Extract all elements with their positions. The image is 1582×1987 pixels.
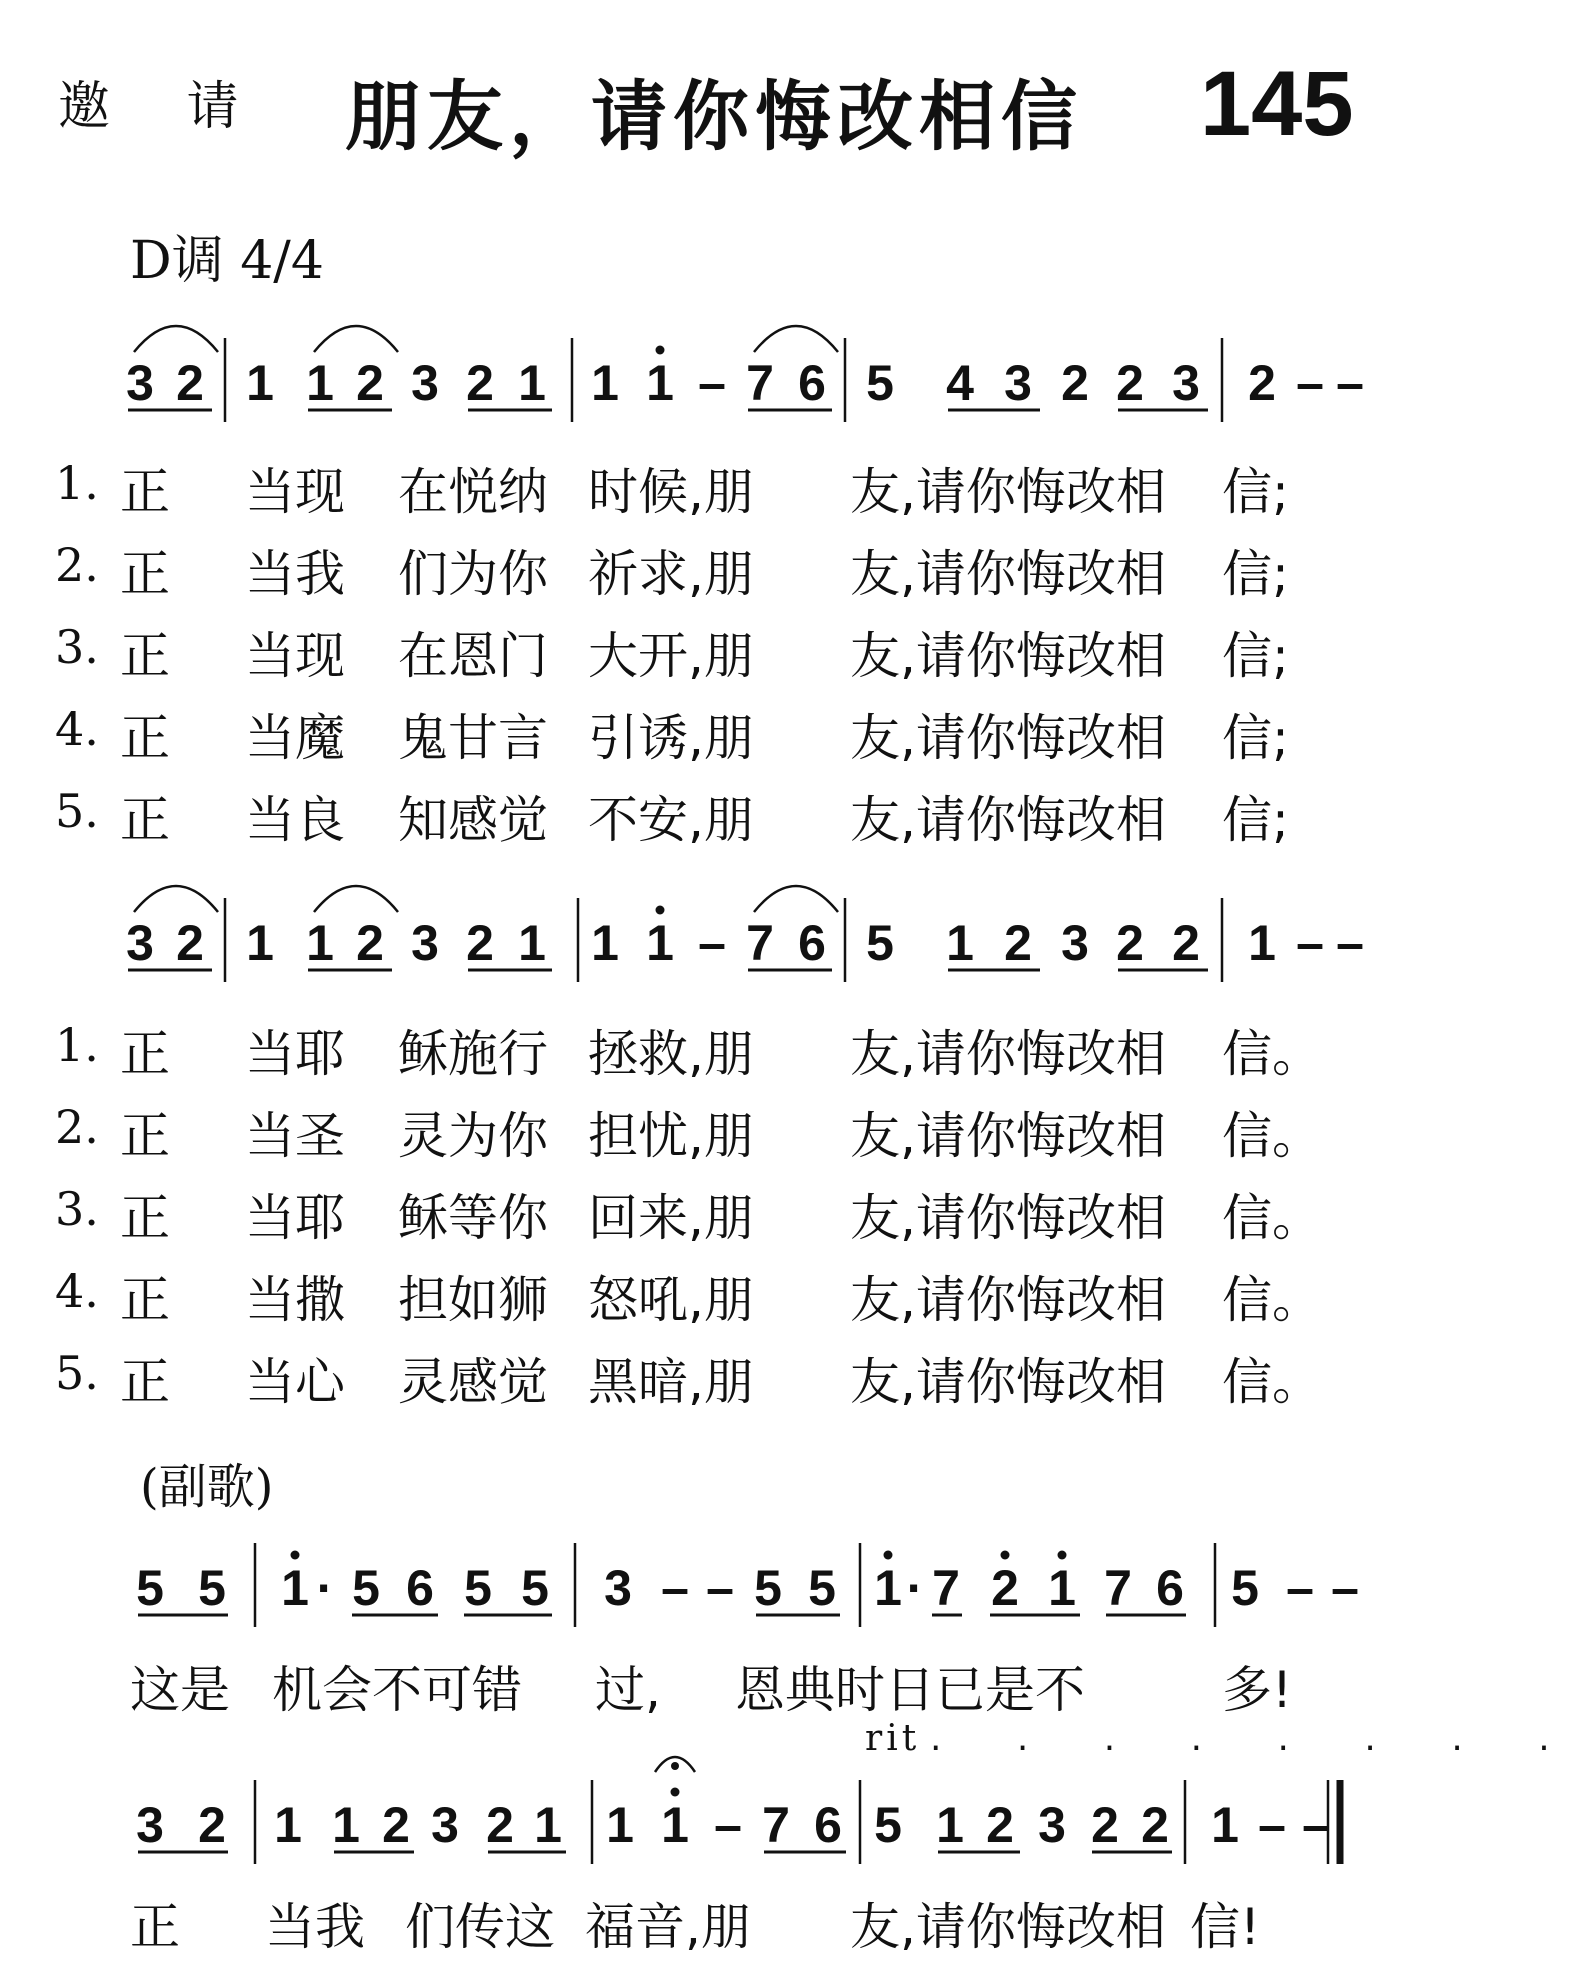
- slur: [134, 886, 218, 912]
- note: –: [714, 1797, 742, 1853]
- lyric-segment: 信;: [1222, 709, 1289, 767]
- lyric-segment: 友,请你悔改相: [850, 545, 1166, 603]
- note: 3: [1061, 915, 1089, 971]
- note: 2: [1116, 915, 1144, 971]
- note: 3: [126, 915, 154, 971]
- lyric-segment: 多!: [1222, 1661, 1293, 1719]
- octave-dot: [656, 906, 665, 915]
- slur: [314, 326, 398, 352]
- lyric-segment: 信;: [1222, 545, 1289, 603]
- slur: [314, 886, 398, 912]
- note: 2: [1091, 1797, 1119, 1853]
- lyric-segment: 过,: [595, 1661, 661, 1719]
- note: 1: [874, 1560, 902, 1616]
- lyric-segment: 友,请你悔改相: [850, 709, 1166, 767]
- lyric-segment: 友,请你悔改相: [850, 1025, 1166, 1083]
- note: 5: [874, 1797, 902, 1853]
- lyric-segment: 友,请你悔改相: [850, 1107, 1166, 1165]
- lyric-segment: 当现: [245, 627, 345, 685]
- note: 7: [746, 355, 774, 411]
- lyric-segment: 这是: [130, 1661, 230, 1719]
- note: 1: [591, 915, 619, 971]
- lyric-segment: 正: [120, 463, 170, 521]
- note: 2: [1248, 355, 1276, 411]
- note: 1: [274, 1797, 302, 1853]
- lyric-segment: 信。: [1222, 1189, 1322, 1247]
- lyric-segment: 信。: [1222, 1025, 1322, 1083]
- lyric-line: [0, 780, 1400, 850]
- note: –: [706, 1560, 734, 1616]
- note: 5: [352, 1560, 380, 1616]
- lyric-segment: 引诱,朋: [588, 709, 754, 767]
- verse-number: 1.: [55, 1018, 99, 1072]
- lyric-segment: 在恩门: [398, 627, 548, 685]
- note: 6: [814, 1797, 842, 1853]
- note: 5: [754, 1560, 782, 1616]
- octave-dot: [291, 1551, 300, 1560]
- note: 3: [136, 1797, 164, 1853]
- note: 3: [1038, 1797, 1066, 1853]
- note: 2: [486, 1797, 514, 1853]
- lyric-segment: 怒吼,朋: [588, 1271, 754, 1329]
- lyric-segment: 正: [120, 1189, 170, 1247]
- lyric-segment: 时候,朋: [588, 463, 754, 521]
- note: 3: [431, 1797, 459, 1853]
- lyric-segment: 当我: [245, 545, 345, 603]
- note: –: [1336, 355, 1364, 411]
- octave-dot: [671, 1788, 680, 1797]
- note: 3: [411, 355, 439, 411]
- verse-number: 5.: [55, 784, 99, 838]
- lyric-segment: 信。: [1222, 1107, 1322, 1165]
- lyric-line: [0, 1342, 1400, 1412]
- note: 1: [591, 355, 619, 411]
- category-label: 邀 请: [58, 77, 269, 137]
- lyric-segment: 当心: [245, 1353, 345, 1411]
- note: 1: [246, 915, 274, 971]
- lyric-segment: 友,请你悔改相: [850, 627, 1166, 685]
- note: 5: [1231, 1560, 1259, 1616]
- lyric-segment: 们传这: [405, 1898, 555, 1956]
- note: –: [1296, 355, 1324, 411]
- lyric-segment: 友,请你悔改相: [850, 463, 1166, 521]
- lyric-segment: 拯救,朋: [588, 1025, 754, 1083]
- lyric-segment: 正: [120, 627, 170, 685]
- lyric-line: [0, 1887, 1400, 1957]
- lyric-line: [0, 1178, 1400, 1248]
- lyric-segment: 鬼甘言: [398, 709, 548, 767]
- rit-dots: . . . . . . . .: [930, 1718, 1582, 1759]
- note: 4: [946, 355, 974, 411]
- note: 2: [466, 915, 494, 971]
- note: 3: [1172, 355, 1200, 411]
- note: 6: [406, 1560, 434, 1616]
- note: –: [698, 915, 726, 971]
- note: 1: [661, 1797, 689, 1853]
- note: ·: [906, 1560, 924, 1616]
- lyric-segment: 担如狮: [398, 1271, 548, 1329]
- verse-number: 1.: [55, 456, 99, 510]
- note: 1: [1048, 1560, 1076, 1616]
- note: 2: [356, 355, 384, 411]
- lyric-segment: 回来,朋: [588, 1189, 754, 1247]
- lyric-line: [0, 1014, 1400, 1084]
- lyric-segment: 友,请你悔改相: [850, 791, 1166, 849]
- lyric-segment: 黑暗,朋: [588, 1353, 754, 1411]
- slur: [134, 326, 218, 352]
- lyric-segment: 担忧,朋: [588, 1107, 754, 1165]
- note: 1: [518, 915, 546, 971]
- lyric-segment: 当圣: [245, 1107, 345, 1165]
- note: 2: [991, 1560, 1019, 1616]
- lyric-segment: 恩典时日已是不: [735, 1661, 1085, 1719]
- page-title: 朋友，请你悔改相信: [345, 72, 1083, 161]
- lyric-segment: 正: [120, 1025, 170, 1083]
- lyric-segment: 稣施行: [398, 1025, 548, 1083]
- lyric-segment: 正: [130, 1898, 180, 1956]
- note: 7: [746, 915, 774, 971]
- lyric-segment: 信;: [1222, 463, 1289, 521]
- lyric-segment: 在悦纳: [398, 463, 548, 521]
- note: 1: [306, 355, 334, 411]
- verse-number: 5.: [55, 1346, 99, 1400]
- verse-number: 2.: [55, 538, 99, 592]
- lyric-line: [0, 452, 1400, 522]
- note: –: [661, 1560, 689, 1616]
- note: 1: [646, 355, 674, 411]
- note: 1: [1211, 1797, 1239, 1853]
- chorus-label: (副歌): [140, 1459, 274, 1515]
- lyric-segment: 灵为你: [398, 1107, 548, 1165]
- lyric-line: [0, 698, 1400, 768]
- verse-number: 2.: [55, 1100, 99, 1154]
- lyric-line: [0, 1650, 1400, 1720]
- note: –: [1302, 1797, 1330, 1853]
- note: 5: [866, 915, 894, 971]
- note: 1: [646, 915, 674, 971]
- verse-number: 3.: [55, 620, 99, 674]
- octave-dot: [884, 1551, 893, 1560]
- note: 2: [1141, 1797, 1169, 1853]
- note: 2: [986, 1797, 1014, 1853]
- note: ·: [316, 1560, 334, 1616]
- lyric-segment: 灵感觉: [398, 1353, 548, 1411]
- octave-dot: [1058, 1551, 1067, 1560]
- lyric-segment: 信!: [1190, 1898, 1261, 1956]
- note: –: [1258, 1797, 1286, 1853]
- note: 6: [798, 355, 826, 411]
- lyric-segment: 福音,朋: [585, 1898, 751, 1956]
- key-signature: D调 4/4: [130, 231, 324, 291]
- note: 1: [306, 915, 334, 971]
- note: 1: [246, 355, 274, 411]
- note: 7: [762, 1797, 790, 1853]
- note: 2: [382, 1797, 410, 1853]
- lyric-segment: 信。: [1222, 1353, 1322, 1411]
- lyric-segment: 当魔: [245, 709, 345, 767]
- note: 2: [466, 355, 494, 411]
- lyric-segment: 大开,朋: [588, 627, 754, 685]
- verse-number: 3.: [55, 1182, 99, 1236]
- note: 6: [798, 915, 826, 971]
- lyric-segment: 不安,朋: [588, 791, 754, 849]
- note: 1: [332, 1797, 360, 1853]
- lyric-segment: 祈求,朋: [588, 545, 754, 603]
- lyric-segment: 当良: [245, 791, 345, 849]
- note: 2: [176, 915, 204, 971]
- note: 1: [281, 1560, 309, 1616]
- verse-number: 4.: [55, 1264, 99, 1318]
- note: 1: [606, 1797, 634, 1853]
- note: 2: [1172, 915, 1200, 971]
- lyric-segment: 当耶: [245, 1025, 345, 1083]
- note: 1: [518, 355, 546, 411]
- verse-number: 4.: [55, 702, 99, 756]
- note: –: [1286, 1560, 1314, 1616]
- lyric-segment: 信;: [1222, 791, 1289, 849]
- lyric-segment: 友,请你悔改相: [850, 1898, 1166, 1956]
- note: 2: [1004, 915, 1032, 971]
- lyric-line: [0, 616, 1400, 686]
- note: 3: [126, 355, 154, 411]
- slur: [754, 886, 838, 912]
- lyric-segment: 友,请你悔改相: [850, 1353, 1166, 1411]
- note: 2: [1116, 355, 1144, 411]
- hymn-number: 145: [1200, 53, 1354, 155]
- note: 5: [866, 355, 894, 411]
- lyric-segment: 当我: [265, 1898, 365, 1956]
- lyric-segment: 正: [120, 709, 170, 767]
- lyric-line: [0, 534, 1400, 604]
- lyric-segment: 当现: [245, 463, 345, 521]
- octave-dot: [1001, 1551, 1010, 1560]
- note: 7: [1104, 1560, 1132, 1616]
- note: 3: [1004, 355, 1032, 411]
- fermata-dot: [671, 1762, 679, 1770]
- lyric-segment: 友,请你悔改相: [850, 1189, 1166, 1247]
- note: 3: [604, 1560, 632, 1616]
- lyric-segment: 正: [120, 1353, 170, 1411]
- lyric-segment: 正: [120, 1107, 170, 1165]
- lyric-line: [0, 1096, 1400, 1166]
- note: 1: [1248, 915, 1276, 971]
- note: 5: [808, 1560, 836, 1616]
- note: 5: [136, 1560, 164, 1616]
- note: 3: [411, 915, 439, 971]
- lyric-segment: 信;: [1222, 627, 1289, 685]
- note: 1: [534, 1797, 562, 1853]
- lyric-segment: 们为你: [398, 545, 548, 603]
- lyric-segment: 正: [120, 1271, 170, 1329]
- lyric-line: [0, 1260, 1400, 1330]
- note: –: [1336, 915, 1364, 971]
- note: 2: [198, 1797, 226, 1853]
- lyric-segment: 正: [120, 791, 170, 849]
- lyric-segment: 机会不可错: [272, 1661, 522, 1719]
- lyric-segment: 信。: [1222, 1271, 1322, 1329]
- note: 5: [464, 1560, 492, 1616]
- lyric-segment: 知感觉: [398, 791, 548, 849]
- lyric-segment: 当撒: [245, 1271, 345, 1329]
- lyric-segment: 稣等你: [398, 1189, 548, 1247]
- lyric-segment: 友,请你悔改相: [850, 1271, 1166, 1329]
- lyric-segment: 正: [120, 545, 170, 603]
- note: –: [1296, 915, 1324, 971]
- note: 2: [176, 355, 204, 411]
- note: –: [698, 355, 726, 411]
- note: 6: [1156, 1560, 1184, 1616]
- note: 2: [356, 915, 384, 971]
- note: 5: [521, 1560, 549, 1616]
- note: –: [1331, 1560, 1359, 1616]
- note: 2: [1061, 355, 1089, 411]
- note: 1: [946, 915, 974, 971]
- lyric-segment: 当耶: [245, 1189, 345, 1247]
- note: 7: [932, 1560, 960, 1616]
- slur: [754, 326, 838, 352]
- note: 5: [198, 1560, 226, 1616]
- octave-dot: [656, 346, 665, 355]
- note: 1: [936, 1797, 964, 1853]
- rit-marking: rit: [865, 1718, 921, 1759]
